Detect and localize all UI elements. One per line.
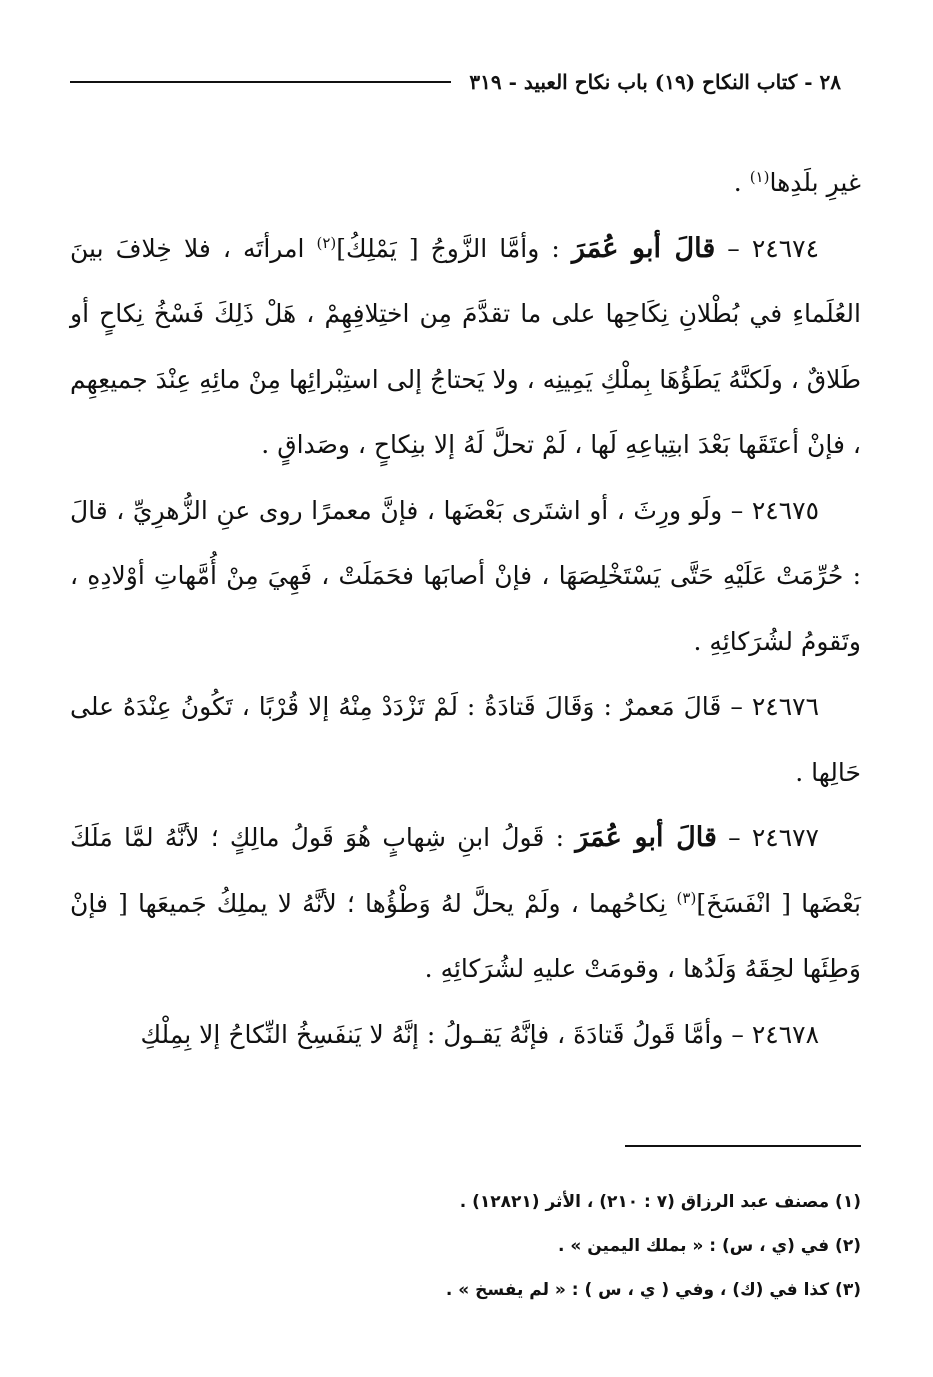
header-title: ٢٨ - كتاب النكاح (١٩) باب نكاح العبيد - ٣١٩ — [469, 70, 841, 94]
footnote-3: (٣) كذا في (ك) ، وفي ( ي ، س ) : « لم يفسخ » . — [445, 1280, 861, 1300]
text-run: غيرِ بلَدِها — [769, 168, 861, 197]
footnote-2: (٢) في (ي ، س) : « بملك اليمين » . — [557, 1236, 861, 1256]
text-run: : قَولُ ابنِ شِهابٍ هُوَ قَولُ مالِكٍ ؛ لأنَّهُ لمَّا مَلَكَ بَعْضَها [ انْفَسَخَ] — [70, 823, 861, 918]
running-header — [70, 62, 841, 102]
paragraph-number: ٢٤٦٧٧ – — [716, 823, 819, 852]
speaker-label: قالَ أبو عُمَرَ — [571, 232, 716, 264]
paragraph-number: ٢٤٦٧٥ – — [722, 495, 819, 525]
text-run: قَالَ مَعمرٌ : وَقَالَ قَتادَةُ : لَمْ تَزْدَدْ مِنْهُ إلا قُرْبًا ، تَكُونُ عِنْدَهُ على حَالِها . — [70, 692, 861, 787]
paragraph-24675 — [70, 478, 861, 675]
footnotes — [70, 1180, 861, 1312]
text-run: . — [733, 168, 750, 197]
text-run: وأمَّا قَولُ قَتادَةَ ، فإنَّهُ يَقـولُ : إنَّهُ لا يَنفَسِخُ النِّكاحُ إلا بِمِلْكِ — [140, 1019, 724, 1049]
paragraph-24674 — [70, 216, 861, 478]
footnote-separator — [625, 1145, 861, 1147]
paragraph-24677 — [70, 805, 861, 1002]
paragraph-number: ٢٤٦٧٦ – — [721, 692, 819, 721]
text-run: امرأتَه ، فلا خِلافَ بينَ العُلَماءِ في بُطْلانِ نِكَاحِها على ما تقدَّمَ مِن اختِلافِهِمْ ، هَلْ ذَلِكَ فَسْخُ نِكاحٍ أو طَلاقٌ ، ولَكنَّهُ يَطَؤُهَا بِملْكِ يَمِينِه ، ولا يَحتاجُ إلى استِبْرائِها مِنْ مائِهِ عِنْدَ جميعِهِم ، فإنْ أعتَقَها بَعْدَ ابتِياعِهِ لَها ، لَمْ تحلَّ لَهُ إلا بنِكاحٍ ، وصَداقٍ . — [70, 233, 861, 459]
text-run: : وأمَّا الزَّوجُ [ يَمْلِكُ] — [336, 233, 572, 263]
footnote-marker: (٢) — [316, 233, 337, 252]
text-run: ولَو ورِثَ ، أو اشتَرى بَعْضَها ، فإنَّ معمرًا روى عنِ الزُّهرِيِّ ، قالَ : حُرِّمَتْ عَلَيْهِ حَتَّى يَسْتَخْلِصَهَا ، فإنْ أصابَها فحَمَلَتْ ، فَهِيَ مِنْ أُمَّهاتِ أوْلادِهِ ، وتَقومُ لشُرَكائِهِ . — [70, 495, 861, 656]
paragraph-24678 — [70, 1002, 861, 1068]
footnote-marker: (٣) — [676, 888, 697, 907]
paragraph-number: ٢٤٦٧٨ – — [723, 1019, 819, 1049]
main-text — [70, 150, 861, 1067]
speaker-label: قالَ أبو عُمَرَ — [575, 822, 717, 853]
paragraph-24676 — [70, 674, 861, 805]
paragraph-number: ٢٤٦٧٤ – — [715, 233, 819, 263]
footnote-1: (١) مصنف عبد الرزاق (٧ : ٢١٠) ، الأثر (١٢٨٢١) . — [459, 1192, 861, 1212]
paragraph-continuation — [70, 150, 861, 216]
header-rule — [70, 81, 451, 83]
text-run: نِكاحُهما ، ولَمْ يحلَّ لهُ وَطْؤُها ؛ لأنَّهُ لا يملِكُ جَميعَها [ فإنْ وَطِئَها لحِقَهُ وَلَدُها ، وقومَتْ عليهِ لشُرَكائِهِ . — [70, 888, 861, 983]
footnote-marker: (١) — [749, 168, 770, 186]
